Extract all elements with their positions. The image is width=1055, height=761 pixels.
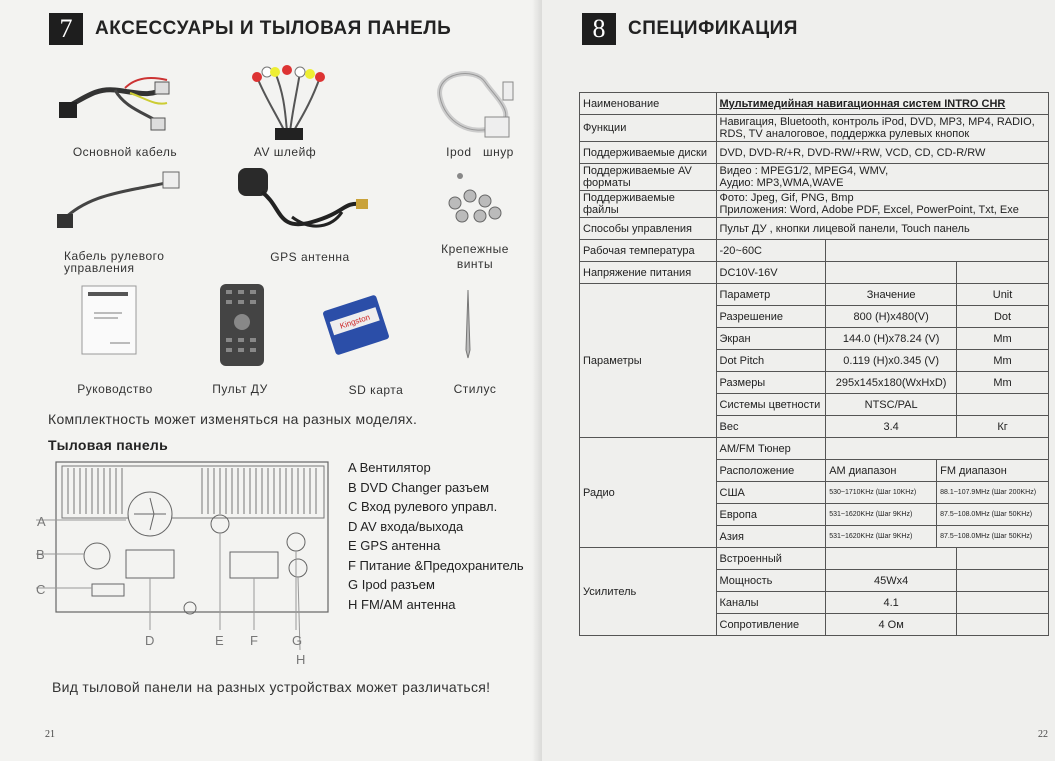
table-row <box>580 93 1049 115</box>
section-title: АКСЕССУАРЫ И ТЫЛОВАЯ ПАНЕЛЬ <box>95 18 452 39</box>
accessory-label-av-harness: AV шлейф <box>253 145 317 159</box>
section-header-7 <box>49 13 451 45</box>
table-row: Вес 3.4 Кг <box>580 416 1049 438</box>
accessory-label-main-cable: Основной кабель <box>72 145 178 159</box>
table-row <box>580 262 1049 284</box>
screws-icon <box>440 168 510 228</box>
table-row: Разрешение 800 (H)x480(V) Dot <box>580 306 1049 328</box>
spec-value: -20~60C <box>716 240 826 262</box>
spec-value: Мультимедийная навигационная систем INTRO CHR <box>716 93 1049 115</box>
group-label: Параметры <box>580 284 717 438</box>
table-row <box>580 115 1049 142</box>
spec-value: Пульт ДУ , кнопки лицевой панели, Touch панель <box>716 218 1049 240</box>
legend-item-a: A Вентилятор <box>348 460 431 475</box>
spec-label: Функции <box>580 115 717 142</box>
accessory-label-stylus: Стилус <box>453 382 497 396</box>
table-row: Европа 531~1620KHz (Шаг 9KHz) 87.5~108.0MHz (Шаг 50KHz) <box>580 504 1049 526</box>
av-harness-icon <box>245 62 330 144</box>
legend-item-g: G Ipod разъем <box>348 577 435 592</box>
spec-label: Поддерживаемые AV форматы <box>580 164 717 191</box>
accessory-label-gps-antenna: GPS антенна <box>270 250 350 264</box>
spec-label: Поддерживаемые файлы <box>580 191 717 218</box>
spec-table <box>579 92 1049 636</box>
group-label: Усилитель <box>580 548 717 636</box>
stylus-icon <box>460 288 476 360</box>
accessory-label-manual: Руководство <box>77 382 153 396</box>
spec-label: Наименование <box>580 93 717 115</box>
accessory-label-ipod-cable: Ipod шнур <box>446 145 514 159</box>
svg-text:Kingston: Kingston <box>338 312 372 331</box>
page-number-right: 22 <box>1038 729 1048 740</box>
spec-label: Рабочая температура <box>580 240 717 262</box>
table-row <box>580 191 1049 218</box>
section-number: 8 <box>582 13 616 45</box>
table-row: США 530~1710KHz (Шаг 10KHz) 88.1~107.9MHz (Шаг 200KHz) <box>580 482 1049 504</box>
legend-item-b: B DVD Changer разъем <box>348 479 490 495</box>
manual-icon <box>80 284 138 356</box>
panel-letter-f: F <box>250 633 258 648</box>
ipod-cable-icon <box>425 62 525 144</box>
table-row: Азия 531~1620KHz (Шаг 9KHz) 87.5~108.0MHz (Шаг 50KHz) <box>580 526 1049 548</box>
legend-item-c: C Вход рулевого управл. <box>348 499 498 514</box>
spec-label: Способы управления <box>580 218 717 240</box>
spec-label: Поддерживаемые диски <box>580 142 717 164</box>
spec-value: Видео : MPEG1/2, MPEG4, WMV, Аудио: MP3,WMA,WAVE <box>716 164 1049 191</box>
panel-letter-e: E <box>215 633 224 648</box>
legend-item-d: D AV входа/выхода <box>348 518 464 534</box>
remote-icon <box>218 282 266 368</box>
rear-panel-title: Тыловая панель <box>48 437 169 453</box>
section-header-8 <box>582 13 798 45</box>
panel-letter-d: D <box>145 633 155 648</box>
rear-panel-legend <box>348 458 524 614</box>
table-row: Усилитель Встроенный <box>580 548 1049 570</box>
sd-card-icon <box>320 294 392 356</box>
table-row <box>580 142 1049 164</box>
panel-letter-b: B <box>36 547 45 562</box>
table-row: Экран 144.0 (H)x78.24 (V) Mm <box>580 328 1049 350</box>
table-row <box>580 164 1049 191</box>
spec-value: DC10V-16V <box>716 262 826 284</box>
section-title: СПЕЦИФИКАЦИЯ <box>628 18 798 39</box>
main-cable-icon <box>55 68 175 143</box>
table-row <box>580 218 1049 240</box>
accessory-label-screws: Крепежные винты <box>441 242 509 271</box>
table-row: Радио AM/FM Тюнер <box>580 438 1049 460</box>
accessory-label-sd-card: SD карта <box>348 383 404 397</box>
spec-label: Напряжение питания <box>580 262 717 284</box>
accessory-label-steering-cable: Кабель рулевого управления <box>64 249 165 275</box>
table-row: Мощность 45Wx4 <box>580 570 1049 592</box>
page-number-left: 21 <box>45 729 55 740</box>
table-row: Каналы 4.1 <box>580 592 1049 614</box>
table-row: Размеры 295x145x180(WxHxD) Mm <box>580 372 1049 394</box>
panel-letter-c: C <box>36 582 46 597</box>
spec-value: DVD, DVD-R/+R, DVD-RW/+RW, VCD, CD, CD-R/RW <box>716 142 1049 164</box>
accessory-label-remote: Пульт ДУ <box>212 382 268 396</box>
table-row: Параметры Параметр Значение Unit <box>580 284 1049 306</box>
gps-antenna-icon <box>232 162 372 242</box>
panel-letter-h: H <box>296 652 306 667</box>
spec-value: Фото: Jpeg, Gif, PNG, Bmp Приложения: Word, Adobe PDF, Excel, PowerPoint, Txt, Exe <box>716 191 1049 218</box>
panel-note: Вид тыловой панели на разных устройствах может различаться! <box>52 679 491 695</box>
legend-item-h: H FM/AM антенна <box>348 596 456 612</box>
panel-letter-g: G <box>292 633 303 648</box>
kit-note: Комплектность может изменяться на разных моделях. <box>48 411 418 427</box>
table-row <box>580 240 1049 262</box>
table-row: Расположение AM диапазон FM диапазон <box>580 460 1049 482</box>
table-row: Dot Pitch 0.119 (H)x0.345 (V) Mm <box>580 350 1049 372</box>
section-number: 7 <box>49 13 83 45</box>
group-label: Радио <box>580 438 717 548</box>
steering-cable-icon <box>55 168 185 238</box>
legend-item-e: E GPS антенна <box>348 538 441 553</box>
table-row: Сопротивление 4 Ом <box>580 614 1049 636</box>
panel-letter-a: A <box>37 514 46 529</box>
spec-value: Навигация, Bluetooth, контроль iPod, DVD, MP3, MP4, RADIO, RDS, TV аналоговое, поддержка рулевых кнопок <box>716 115 1049 142</box>
table-row: Системы цветности NTSC/PAL <box>580 394 1049 416</box>
legend-item-f: F Питание &Предохранитель <box>348 557 524 573</box>
